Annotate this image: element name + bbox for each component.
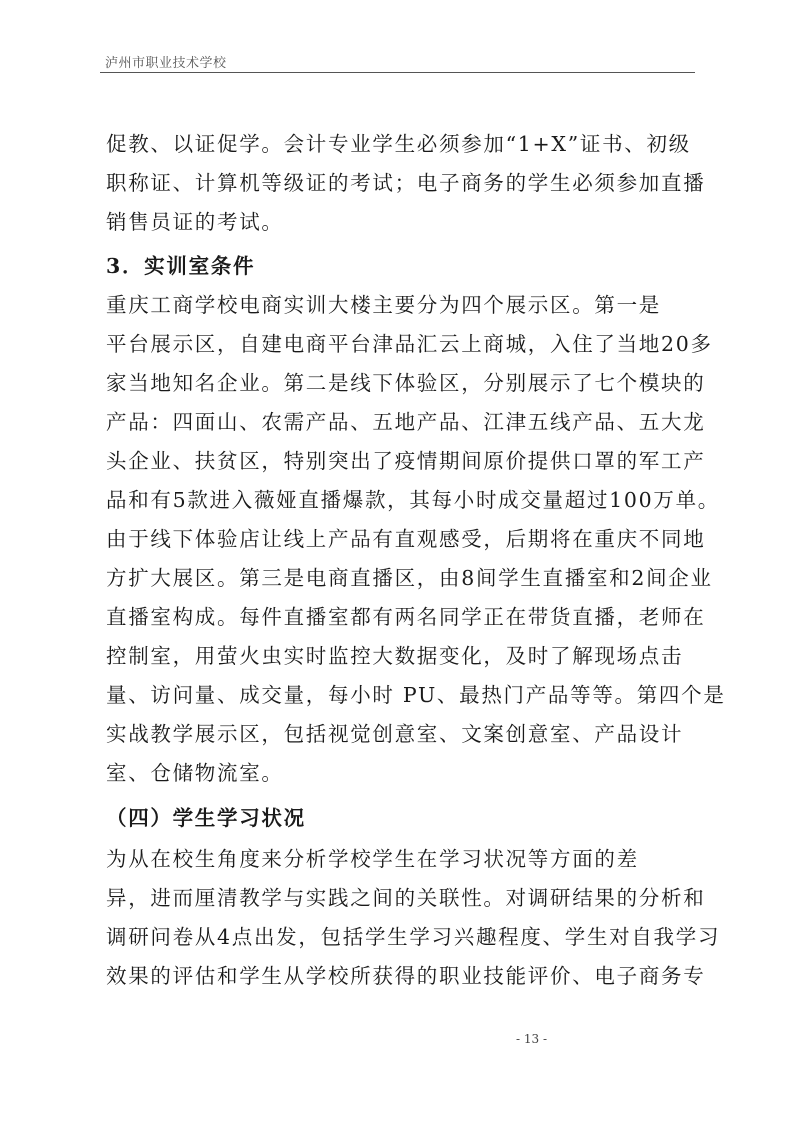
body-line: 销售员证的考试。 [106,210,284,234]
body-line: 职称证、计算机等级证的考试；电子商务的学生必须参加直播 [106,171,706,195]
body-line: 方扩大展区。第三是电商直播区，由8间学生直播室和2间企业 [106,566,713,590]
body-line: 重庆工商学校电商实训大楼主要分为四个展示区。第一是 [106,293,661,317]
body-line: 实战教学展示区，包括视觉创意室、文案创意室、产品设计 [106,722,684,746]
body-line: 室、仓储物流室。 [106,761,284,785]
body-line: 控制室，用萤火虫实时监控大数据变化，及时了解现场点击 [106,644,684,668]
body-line: 产品：四面山、农需产品、五地产品、江津五线产品、五大龙 [106,410,706,434]
section-heading: 3．实训室条件 [106,254,256,278]
body-line: 异，进而厘清教学与实践之间的关联性。对调研结果的分析和 [106,886,706,910]
body-line: 促教、以证促学。会计专业学生必须参加“1+X”证书、初级 [106,132,691,156]
section-heading: （四）学生学习状况 [106,806,306,830]
body-line: 平台展示区，自建电商平台津品汇云上商城，入住了当地20多 [106,332,713,356]
body-line: 调研问卷从4点出发，包括学生学习兴趣程度、学生对自我学习 [106,925,721,949]
body-line: 家当地知名企业。第二是线下体验区，分别展示了七个模块的 [106,371,706,395]
body-line: 为从在校生角度来分析学校学生在学习状况等方面的差 [106,847,639,871]
body-line: 效果的评估和学生从学校所获得的职业技能评价、电子商务专 [106,964,706,988]
body-line: 由于线下体验店让线上产品有直观感受，后期将在重庆不同地 [106,527,706,551]
body-line: 头企业、扶贫区，特别突出了疫情期间原价提供口罩的军工产 [106,449,706,473]
page-header-title: 泸州市职业技术学校 [105,56,227,71]
body-line: 量、访问量、成交量，每小时 PU、最热门产品等等。第四个是 [106,683,726,707]
page-number: - 13 - [515,1032,547,1046]
header-divider [100,72,695,73]
body-line: 品和有5款进入薇娅直播爆款，其每小时成交量超过100万单。 [106,488,720,512]
body-line: 直播室构成。每件直播室都有两名同学正在带货直播，老师在 [106,605,706,629]
